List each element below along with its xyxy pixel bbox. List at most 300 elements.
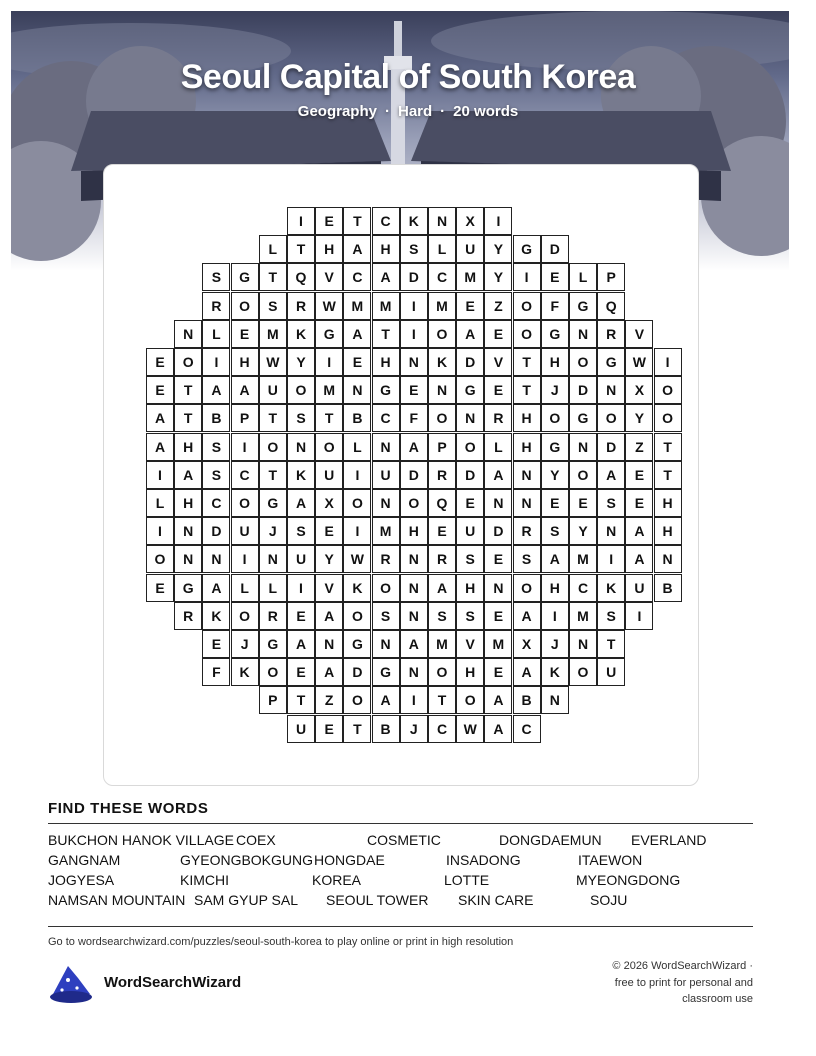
grid-cell[interactable]: Z	[315, 686, 343, 714]
grid-cell[interactable]: C	[569, 574, 597, 602]
grid-cell[interactable]: E	[202, 630, 230, 658]
grid-cell[interactable]: A	[202, 376, 230, 404]
grid-cell[interactable]: Z	[484, 292, 512, 320]
grid-cell[interactable]: A	[231, 376, 259, 404]
grid-cell[interactable]: N	[541, 686, 569, 714]
grid-cell[interactable]: R	[174, 602, 202, 630]
grid-cell[interactable]: E	[484, 602, 512, 630]
grid-cell[interactable]: N	[202, 545, 230, 573]
grid-cell[interactable]: I	[231, 433, 259, 461]
grid-cell[interactable]: K	[597, 574, 625, 602]
grid-cell[interactable]: R	[259, 602, 287, 630]
grid-cell[interactable]: E	[146, 574, 174, 602]
grid-cell[interactable]: D	[484, 517, 512, 545]
grid-cell[interactable]: S	[287, 517, 315, 545]
grid-cell[interactable]: H	[654, 489, 682, 517]
grid-cell[interactable]: D	[202, 517, 230, 545]
grid-cell[interactable]: C	[231, 461, 259, 489]
grid-cell[interactable]: S	[202, 461, 230, 489]
grid-cell[interactable]: E	[343, 348, 371, 376]
grid-cell[interactable]: N	[400, 348, 428, 376]
grid-cell[interactable]: Q	[287, 263, 315, 291]
grid-cell[interactable]: T	[428, 686, 456, 714]
grid-cell[interactable]: K	[343, 574, 371, 602]
grid-cell[interactable]: M	[428, 292, 456, 320]
grid-cell[interactable]: O	[428, 320, 456, 348]
grid-cell[interactable]: Z	[625, 433, 653, 461]
grid-cell[interactable]: D	[400, 263, 428, 291]
grid-cell[interactable]: O	[428, 404, 456, 432]
grid-cell[interactable]: N	[343, 376, 371, 404]
grid-cell[interactable]: Y	[287, 348, 315, 376]
grid-cell[interactable]: J	[231, 630, 259, 658]
grid-cell[interactable]: O	[174, 348, 202, 376]
grid-cell[interactable]: S	[202, 263, 230, 291]
grid-cell[interactable]: A	[513, 658, 541, 686]
grid-cell[interactable]: D	[400, 461, 428, 489]
grid-cell[interactable]: N	[597, 376, 625, 404]
grid-cell[interactable]: E	[428, 517, 456, 545]
grid-cell[interactable]: I	[146, 517, 174, 545]
grid-cell[interactable]: T	[372, 320, 400, 348]
grid-cell[interactable]: O	[231, 489, 259, 517]
grid-cell[interactable]: L	[259, 235, 287, 263]
grid-cell[interactable]: N	[513, 489, 541, 517]
play-online-link[interactable]: Go to wordsearchwizard.com/puzzles/seoul-south-korea to play online or print in high resolution	[48, 936, 514, 948]
grid-cell[interactable]: I	[343, 517, 371, 545]
grid-cell[interactable]: O	[259, 658, 287, 686]
grid-cell[interactable]: C	[372, 207, 400, 235]
grid-cell[interactable]: N	[400, 602, 428, 630]
grid-cell[interactable]: T	[259, 461, 287, 489]
grid-cell[interactable]: O	[259, 433, 287, 461]
grid-cell[interactable]: I	[315, 348, 343, 376]
grid-cell[interactable]: U	[231, 517, 259, 545]
grid-cell[interactable]: Q	[597, 292, 625, 320]
grid-cell[interactable]: A	[484, 686, 512, 714]
grid-cell[interactable]: A	[625, 517, 653, 545]
grid-cell[interactable]: E	[315, 517, 343, 545]
grid-cell[interactable]: M	[259, 320, 287, 348]
grid-cell[interactable]: R	[287, 292, 315, 320]
grid-cell[interactable]: O	[343, 686, 371, 714]
grid-cell[interactable]: V	[315, 574, 343, 602]
grid-cell[interactable]: D	[456, 348, 484, 376]
grid-cell[interactable]: G	[231, 263, 259, 291]
grid-cell[interactable]: O	[541, 404, 569, 432]
grid-cell[interactable]: L	[343, 433, 371, 461]
grid-cell[interactable]: S	[456, 545, 484, 573]
grid-cell[interactable]: R	[428, 461, 456, 489]
grid-cell[interactable]: U	[625, 574, 653, 602]
grid-cell[interactable]: R	[202, 292, 230, 320]
grid-cell[interactable]: A	[625, 545, 653, 573]
grid-cell[interactable]: N	[259, 545, 287, 573]
grid-cell[interactable]: X	[625, 376, 653, 404]
grid-cell[interactable]: F	[541, 292, 569, 320]
grid-cell[interactable]: D	[569, 376, 597, 404]
grid-cell[interactable]: B	[202, 404, 230, 432]
grid-cell[interactable]: H	[174, 489, 202, 517]
grid-cell[interactable]: O	[456, 433, 484, 461]
grid-cell[interactable]: P	[597, 263, 625, 291]
grid-cell[interactable]: E	[146, 376, 174, 404]
grid-cell[interactable]: A	[513, 602, 541, 630]
grid-cell[interactable]: O	[513, 320, 541, 348]
grid-cell[interactable]: I	[202, 348, 230, 376]
grid-cell[interactable]: G	[513, 235, 541, 263]
grid-cell[interactable]: C	[372, 404, 400, 432]
grid-cell[interactable]: I	[343, 461, 371, 489]
grid-cell[interactable]: I	[541, 602, 569, 630]
grid-cell[interactable]: E	[484, 658, 512, 686]
grid-cell[interactable]: O	[231, 602, 259, 630]
grid-cell[interactable]: M	[569, 545, 597, 573]
grid-cell[interactable]: U	[259, 376, 287, 404]
grid-cell[interactable]: F	[400, 404, 428, 432]
grid-cell[interactable]: S	[400, 235, 428, 263]
grid-cell[interactable]: N	[484, 574, 512, 602]
grid-cell[interactable]: A	[343, 320, 371, 348]
grid-cell[interactable]: H	[315, 235, 343, 263]
grid-cell[interactable]: W	[259, 348, 287, 376]
grid-cell[interactable]: M	[456, 263, 484, 291]
grid-cell[interactable]: V	[315, 263, 343, 291]
grid-cell[interactable]: E	[287, 602, 315, 630]
grid-cell[interactable]: S	[513, 545, 541, 573]
grid-cell[interactable]: U	[315, 461, 343, 489]
grid-cell[interactable]: T	[174, 404, 202, 432]
grid-cell[interactable]: J	[400, 715, 428, 743]
grid-cell[interactable]: X	[456, 207, 484, 235]
grid-cell[interactable]: N	[174, 545, 202, 573]
grid-cell[interactable]: A	[146, 404, 174, 432]
grid-cell[interactable]: B	[343, 404, 371, 432]
grid-cell[interactable]: N	[513, 461, 541, 489]
grid-cell[interactable]: S	[259, 292, 287, 320]
grid-cell[interactable]: P	[259, 686, 287, 714]
grid-cell[interactable]: L	[259, 574, 287, 602]
grid-cell[interactable]: H	[372, 235, 400, 263]
grid-cell[interactable]: Y	[625, 404, 653, 432]
grid-cell[interactable]: B	[372, 715, 400, 743]
grid-cell[interactable]: N	[372, 630, 400, 658]
grid-cell[interactable]: N	[569, 320, 597, 348]
grid-cell[interactable]: E	[484, 376, 512, 404]
grid-cell[interactable]: O	[400, 489, 428, 517]
grid-cell[interactable]: D	[343, 658, 371, 686]
grid-cell[interactable]: C	[343, 263, 371, 291]
grid-cell[interactable]: O	[146, 545, 174, 573]
grid-cell[interactable]: S	[428, 602, 456, 630]
grid-cell[interactable]: O	[597, 404, 625, 432]
grid-cell[interactable]: E	[400, 376, 428, 404]
grid-cell[interactable]: H	[654, 517, 682, 545]
grid-cell[interactable]: R	[597, 320, 625, 348]
grid-cell[interactable]: U	[597, 658, 625, 686]
grid-cell[interactable]: C	[428, 715, 456, 743]
grid-cell[interactable]: Y	[541, 461, 569, 489]
grid-cell[interactable]: O	[372, 574, 400, 602]
grid-cell[interactable]: K	[231, 658, 259, 686]
grid-cell[interactable]: N	[287, 433, 315, 461]
grid-cell[interactable]: W	[456, 715, 484, 743]
grid-cell[interactable]: N	[400, 574, 428, 602]
grid-cell[interactable]: N	[484, 489, 512, 517]
grid-cell[interactable]: T	[654, 461, 682, 489]
grid-cell[interactable]: N	[400, 658, 428, 686]
grid-cell[interactable]: H	[174, 433, 202, 461]
grid-cell[interactable]: T	[174, 376, 202, 404]
grid-cell[interactable]: T	[343, 207, 371, 235]
grid-cell[interactable]: T	[259, 404, 287, 432]
grid-cell[interactable]: A	[597, 461, 625, 489]
grid-cell[interactable]: O	[456, 686, 484, 714]
grid-cell[interactable]: D	[541, 235, 569, 263]
grid-cell[interactable]: G	[372, 658, 400, 686]
grid-cell[interactable]: S	[597, 489, 625, 517]
grid-cell[interactable]: G	[456, 376, 484, 404]
grid-cell[interactable]: V	[625, 320, 653, 348]
grid-cell[interactable]: H	[456, 658, 484, 686]
grid-cell[interactable]: O	[513, 574, 541, 602]
grid-cell[interactable]: L	[428, 235, 456, 263]
grid-cell[interactable]: L	[231, 574, 259, 602]
grid-cell[interactable]: G	[174, 574, 202, 602]
grid-cell[interactable]: G	[569, 292, 597, 320]
grid-cell[interactable]: R	[428, 545, 456, 573]
grid-cell[interactable]: B	[654, 574, 682, 602]
grid-cell[interactable]: T	[259, 263, 287, 291]
grid-cell[interactable]: N	[654, 545, 682, 573]
grid-cell[interactable]: W	[625, 348, 653, 376]
grid-cell[interactable]: U	[456, 235, 484, 263]
grid-cell[interactable]: E	[315, 207, 343, 235]
grid-cell[interactable]: T	[513, 376, 541, 404]
grid-cell[interactable]: N	[174, 517, 202, 545]
grid-cell[interactable]: W	[315, 292, 343, 320]
grid-cell[interactable]: O	[428, 658, 456, 686]
grid-cell[interactable]: N	[400, 545, 428, 573]
grid-cell[interactable]: Y	[484, 235, 512, 263]
grid-cell[interactable]: T	[287, 235, 315, 263]
grid-cell[interactable]: H	[456, 574, 484, 602]
grid-cell[interactable]: A	[400, 433, 428, 461]
grid-cell[interactable]: A	[541, 545, 569, 573]
grid-cell[interactable]: O	[569, 658, 597, 686]
grid-cell[interactable]: K	[400, 207, 428, 235]
grid-cell[interactable]: T	[315, 404, 343, 432]
grid-cell[interactable]: E	[541, 263, 569, 291]
grid-cell[interactable]: O	[654, 376, 682, 404]
grid-cell[interactable]: K	[202, 602, 230, 630]
grid-cell[interactable]: K	[287, 320, 315, 348]
grid-cell[interactable]: A	[456, 320, 484, 348]
grid-cell[interactable]: W	[343, 545, 371, 573]
grid-cell[interactable]: G	[315, 320, 343, 348]
grid-cell[interactable]: E	[484, 320, 512, 348]
grid-cell[interactable]: H	[541, 348, 569, 376]
grid-cell[interactable]: I	[597, 545, 625, 573]
grid-cell[interactable]: P	[428, 433, 456, 461]
grid-cell[interactable]: B	[513, 686, 541, 714]
grid-cell[interactable]: C	[428, 263, 456, 291]
grid-cell[interactable]: A	[202, 574, 230, 602]
grid-cell[interactable]: V	[456, 630, 484, 658]
grid-cell[interactable]: R	[484, 404, 512, 432]
grid-cell[interactable]: M	[428, 630, 456, 658]
grid-cell[interactable]: O	[569, 461, 597, 489]
grid-cell[interactable]: N	[569, 630, 597, 658]
grid-cell[interactable]: I	[484, 207, 512, 235]
brand-logo[interactable]	[48, 962, 348, 1008]
grid-cell[interactable]: A	[372, 686, 400, 714]
grid-cell[interactable]: X	[513, 630, 541, 658]
grid-cell[interactable]: L	[146, 489, 174, 517]
grid-cell[interactable]: I	[146, 461, 174, 489]
grid-cell[interactable]: L	[202, 320, 230, 348]
grid-cell[interactable]: N	[456, 404, 484, 432]
grid-cell[interactable]: T	[343, 715, 371, 743]
grid-cell[interactable]: N	[372, 489, 400, 517]
grid-cell[interactable]: A	[372, 263, 400, 291]
grid-cell[interactable]: J	[541, 630, 569, 658]
grid-cell[interactable]: H	[541, 574, 569, 602]
grid-cell[interactable]: N	[428, 376, 456, 404]
grid-cell[interactable]: E	[484, 545, 512, 573]
grid-cell[interactable]: K	[287, 461, 315, 489]
grid-cell[interactable]: H	[372, 348, 400, 376]
grid-cell[interactable]: G	[259, 489, 287, 517]
grid-cell[interactable]: J	[259, 517, 287, 545]
grid-cell[interactable]: A	[400, 630, 428, 658]
grid-cell[interactable]: C	[202, 489, 230, 517]
grid-cell[interactable]: A	[428, 574, 456, 602]
grid-cell[interactable]: I	[287, 207, 315, 235]
grid-cell[interactable]: A	[343, 235, 371, 263]
grid-cell[interactable]: E	[287, 658, 315, 686]
grid-cell[interactable]: S	[541, 517, 569, 545]
grid-cell[interactable]: U	[456, 517, 484, 545]
grid-cell[interactable]: Q	[428, 489, 456, 517]
grid-cell[interactable]: N	[174, 320, 202, 348]
grid-cell[interactable]: E	[456, 489, 484, 517]
grid-cell[interactable]: O	[343, 602, 371, 630]
grid-cell[interactable]: L	[484, 433, 512, 461]
grid-cell[interactable]: O	[343, 489, 371, 517]
grid-cell[interactable]: S	[372, 602, 400, 630]
grid-cell[interactable]: E	[456, 292, 484, 320]
grid-cell[interactable]: I	[400, 686, 428, 714]
grid-cell[interactable]: A	[484, 461, 512, 489]
grid-cell[interactable]: O	[315, 433, 343, 461]
grid-cell[interactable]: U	[372, 461, 400, 489]
grid-cell[interactable]: E	[146, 348, 174, 376]
grid-cell[interactable]: T	[654, 433, 682, 461]
grid-cell[interactable]: O	[654, 404, 682, 432]
grid-cell[interactable]: I	[400, 320, 428, 348]
grid-cell[interactable]: G	[597, 348, 625, 376]
grid-cell[interactable]: N	[428, 207, 456, 235]
grid-cell[interactable]: S	[456, 602, 484, 630]
grid-cell[interactable]: D	[597, 433, 625, 461]
grid-cell[interactable]: P	[231, 404, 259, 432]
grid-cell[interactable]: T	[287, 686, 315, 714]
grid-cell[interactable]: G	[259, 630, 287, 658]
grid-cell[interactable]: T	[597, 630, 625, 658]
grid-cell[interactable]: H	[231, 348, 259, 376]
grid-cell[interactable]: U	[287, 545, 315, 573]
grid-cell[interactable]: J	[541, 376, 569, 404]
grid-cell[interactable]: M	[372, 517, 400, 545]
grid-cell[interactable]: M	[484, 630, 512, 658]
grid-cell[interactable]: M	[569, 602, 597, 630]
grid-cell[interactable]: K	[428, 348, 456, 376]
grid-cell[interactable]: I	[513, 263, 541, 291]
grid-cell[interactable]: F	[202, 658, 230, 686]
grid-cell[interactable]: I	[654, 348, 682, 376]
grid-cell[interactable]: S	[287, 404, 315, 432]
grid-cell[interactable]: V	[484, 348, 512, 376]
grid-cell[interactable]: Y	[484, 263, 512, 291]
grid-cell[interactable]: C	[513, 715, 541, 743]
grid-cell[interactable]: A	[315, 602, 343, 630]
grid-cell[interactable]: O	[513, 292, 541, 320]
grid-cell[interactable]: E	[541, 489, 569, 517]
grid-cell[interactable]: K	[541, 658, 569, 686]
grid-cell[interactable]: G	[541, 320, 569, 348]
grid-cell[interactable]: I	[625, 602, 653, 630]
grid-cell[interactable]: I	[287, 574, 315, 602]
grid-cell[interactable]: G	[343, 630, 371, 658]
grid-cell[interactable]: R	[372, 545, 400, 573]
grid-cell[interactable]: A	[484, 715, 512, 743]
grid-cell[interactable]: I	[231, 545, 259, 573]
grid-cell[interactable]: X	[315, 489, 343, 517]
grid-cell[interactable]: L	[569, 263, 597, 291]
grid-cell[interactable]: S	[202, 433, 230, 461]
grid-cell[interactable]: O	[287, 376, 315, 404]
grid-cell[interactable]: Y	[569, 517, 597, 545]
grid-cell[interactable]: E	[569, 489, 597, 517]
grid-cell[interactable]: G	[569, 404, 597, 432]
grid-cell[interactable]: M	[372, 292, 400, 320]
grid-cell[interactable]: A	[174, 461, 202, 489]
grid-cell[interactable]: S	[597, 602, 625, 630]
grid-cell[interactable]: Y	[315, 545, 343, 573]
grid-cell[interactable]: I	[400, 292, 428, 320]
grid-cell[interactable]: M	[315, 376, 343, 404]
grid-cell[interactable]: H	[400, 517, 428, 545]
grid-cell[interactable]: A	[287, 489, 315, 517]
grid-cell[interactable]: E	[231, 320, 259, 348]
grid-cell[interactable]: O	[569, 348, 597, 376]
grid-cell[interactable]: N	[372, 433, 400, 461]
grid-cell[interactable]: U	[287, 715, 315, 743]
grid-cell[interactable]: R	[513, 517, 541, 545]
grid-cell[interactable]: E	[625, 461, 653, 489]
grid-cell[interactable]: N	[569, 433, 597, 461]
grid-cell[interactable]: E	[315, 715, 343, 743]
grid-cell[interactable]: N	[597, 517, 625, 545]
grid-cell[interactable]: G	[541, 433, 569, 461]
grid-cell[interactable]: H	[513, 433, 541, 461]
grid-cell[interactable]: O	[231, 292, 259, 320]
grid-cell[interactable]: A	[287, 630, 315, 658]
grid-cell[interactable]: T	[513, 348, 541, 376]
grid-cell[interactable]: E	[625, 489, 653, 517]
grid-cell[interactable]: N	[315, 630, 343, 658]
